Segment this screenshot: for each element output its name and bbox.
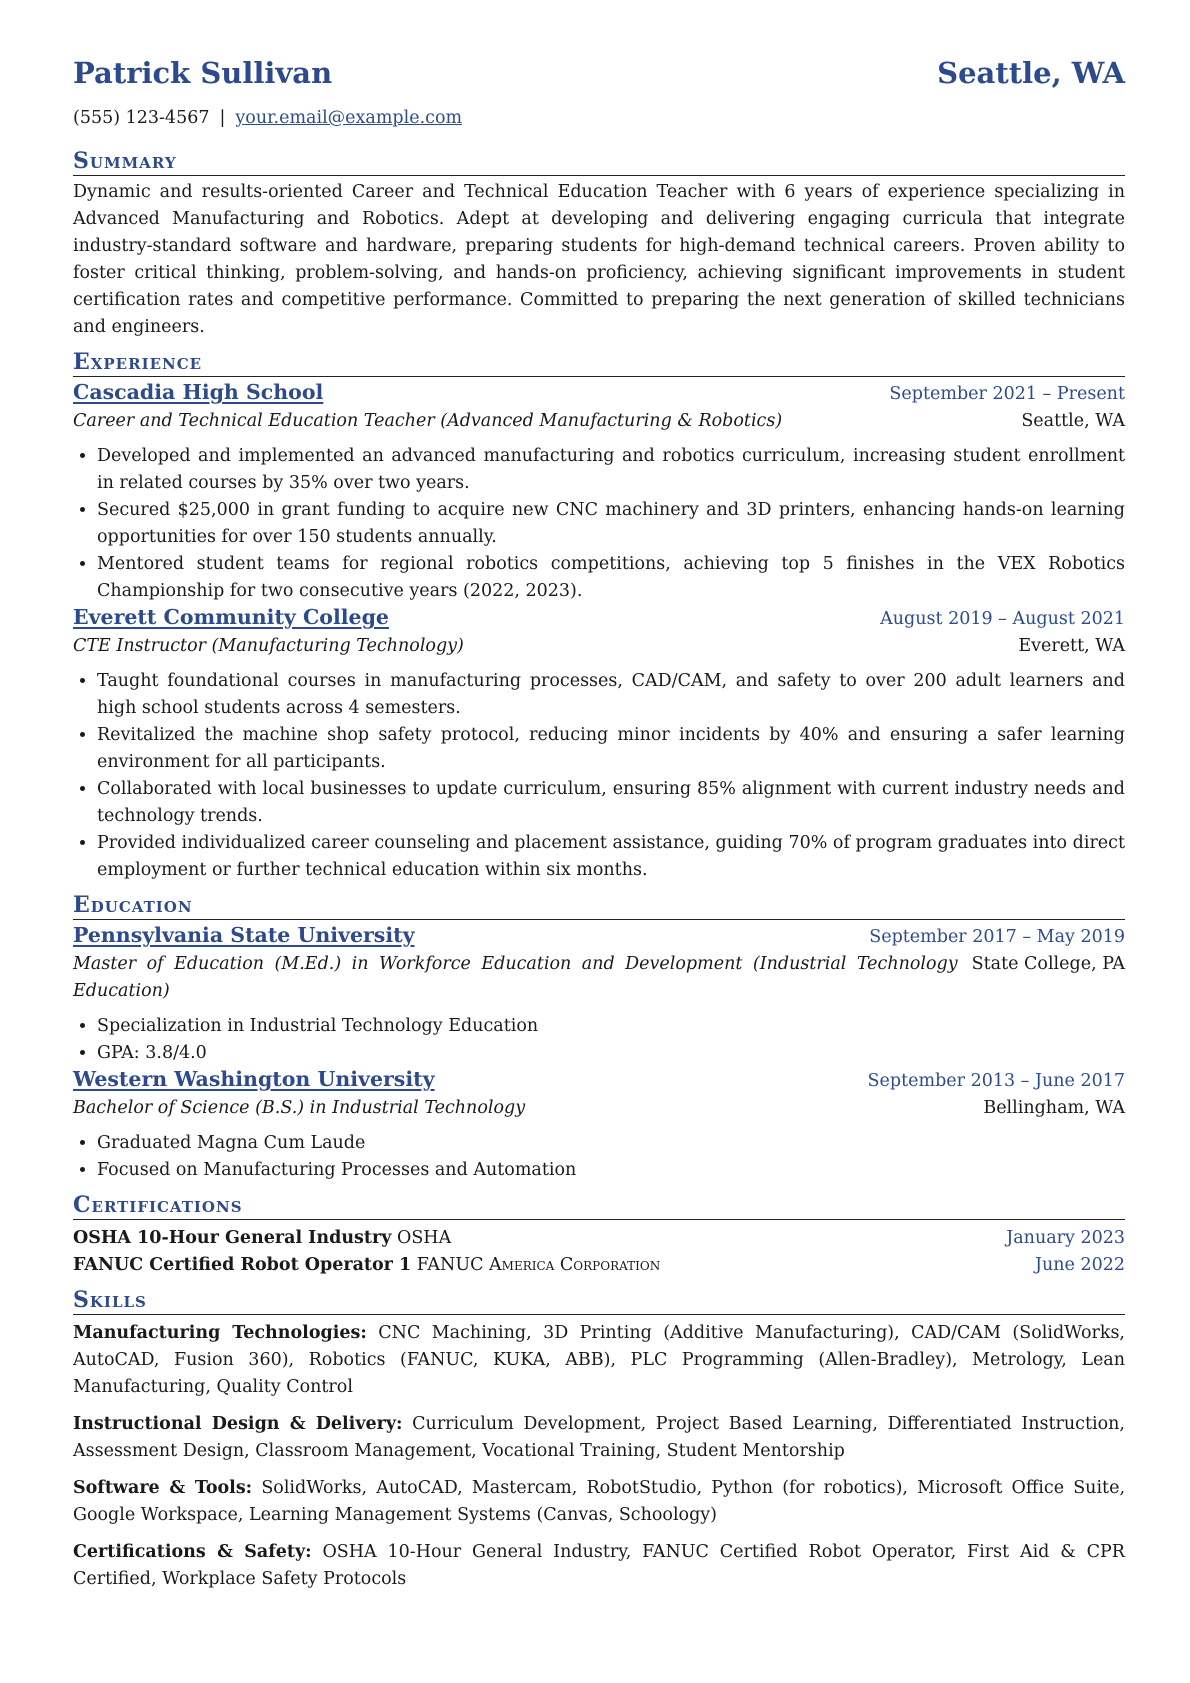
certification-row bbox=[73, 1225, 1125, 1252]
bullet-list bbox=[73, 1013, 1125, 1067]
section-title-education: Education bbox=[73, 892, 1125, 920]
employment-dates: September 2021 – Present bbox=[889, 384, 1125, 404]
experience-entry bbox=[73, 380, 1125, 605]
skill-group-text: OSHA 10-Hour General Industry, FANUC Certified Robot Operator, First Aid & CPR Certified, Workplace Safety Protocols bbox=[73, 1542, 1125, 1589]
section-title-summary: Summary bbox=[73, 148, 1125, 176]
list-item: • Taught foundational courses in manufacturing processes, CAD/CAM, and safety to over 200 adult learners and high school students across 4 semesters. bbox=[97, 668, 1125, 722]
certification-name: FANUC Certified Robot Operator 1 bbox=[73, 1255, 412, 1275]
skill-group bbox=[73, 1475, 1125, 1529]
skill-group-text: SolidWorks, AutoCAD, Mastercam, RobotStudio, Python (for robotics), Microsoft Office Suite, Google Workspace, Learning Management Systems (Canvas, Schoology) bbox=[73, 1478, 1126, 1525]
experience-entry bbox=[73, 605, 1125, 884]
bullet-list bbox=[73, 668, 1125, 884]
header bbox=[73, 56, 1125, 108]
list-item: • Specialization in Industrial Technology Education bbox=[97, 1013, 1125, 1040]
list-item: • Provided individualized career counseling and placement assistance, guiding 70% of program graduates into direct employment or further technical education within six months. bbox=[97, 830, 1125, 884]
study-dates: September 2013 – June 2017 bbox=[867, 1071, 1125, 1091]
contact-line bbox=[73, 108, 1125, 140]
skill-group-label: Software & Tools: bbox=[73, 1478, 253, 1498]
employment-dates: August 2019 – August 2021 bbox=[880, 609, 1125, 629]
school-location: Bellingham, WA bbox=[983, 1098, 1125, 1118]
education-entry bbox=[73, 923, 1125, 1067]
degree: Bachelor of Science (B.S.) in Industrial Technology bbox=[73, 1098, 526, 1118]
skill-group bbox=[73, 1320, 1125, 1401]
job-location: Seattle, WA bbox=[1021, 411, 1125, 431]
certification-row bbox=[73, 1252, 1125, 1279]
list-item: • Secured $25,000 in grant funding to acquire new CNC machinery and 3D printers, enhancing hands-on learning opportunities for over 150 students annually. bbox=[97, 497, 1125, 551]
certifications-list bbox=[73, 1225, 1125, 1279]
skill-group bbox=[73, 1539, 1125, 1593]
school-link[interactable]: Pennsylvania State University bbox=[73, 923, 415, 947]
section-title-skills: Skills bbox=[73, 1287, 1125, 1315]
certification-issuer: OSHA bbox=[396, 1228, 452, 1248]
study-dates: September 2017 – May 2019 bbox=[869, 927, 1125, 947]
bullet-list bbox=[73, 1130, 1125, 1184]
certification-name: OSHA 10-Hour General Industry bbox=[73, 1228, 392, 1248]
skill-group-text: CNC Machining, 3D Printing (Additive Manufacturing), CAD/CAM (SolidWorks, AutoCAD, Fusion 360), Robotics (FANUC, KUKA, ABB), PLC Programming (Allen-Bradley), Metrology, Lean Manufacturing, Quality Control bbox=[73, 1323, 1125, 1397]
degree: Master of Education (M.Ed.) in Workforce Education and Development (Industrial Technology Education) bbox=[73, 954, 958, 1001]
school-location: State College, PA bbox=[971, 954, 1125, 974]
certification-issuer: FANUC America Corporation bbox=[416, 1255, 661, 1275]
skill-group-text: Curriculum Development, Project Based Learning, Differentiated Instruction, Assessment Design, Classroom Management, Vocational Training, Student Mentorship bbox=[73, 1414, 1125, 1461]
email-link[interactable]: your.email@example.com bbox=[235, 108, 463, 128]
job-location: Everett, WA bbox=[1018, 636, 1125, 656]
list-item: • Mentored student teams for regional robotics competitions, achieving top 5 finishes in the VEX Robotics Championship for two consecutive years (2022, 2023). bbox=[97, 551, 1125, 605]
list-item: • GPA: 3.8/4.0 bbox=[97, 1040, 1125, 1067]
bullet-list bbox=[73, 443, 1125, 605]
section-title-experience: Experience bbox=[73, 349, 1125, 377]
list-item: • Collaborated with local businesses to update curriculum, ensuring 85% alignment with current industry needs and technology trends. bbox=[97, 776, 1125, 830]
job-title: Career and Technical Education Teacher (Advanced Manufacturing & Robotics) bbox=[73, 411, 783, 431]
resume-page bbox=[73, 56, 1125, 1593]
summary-text: Dynamic and results-oriented Career and Technical Education Teacher with 6 years of experience specializing in Advanced Manufacturing and Robotics. Adept at developing and delivering engaging curricula that integrate industry-standard software and hardware, preparing students for high-demand technical careers. Proven ability to foster critical thinking, problem-solving, and hands-on proficiency, achieving significant improvements in student certification rates and competitive performance. Committed to preparing the next generation of skilled technicians and engineers. bbox=[73, 182, 1125, 337]
school-link[interactable]: Western Washington University bbox=[73, 1067, 435, 1091]
section-title-certifications: Certifications bbox=[73, 1192, 1125, 1220]
skill-group-label: Certifications & Safety: bbox=[73, 1542, 312, 1562]
list-item: • Revitalized the machine shop safety protocol, reducing minor incidents by 40% and ensuring a safer learning environment for all participants. bbox=[97, 722, 1125, 776]
list-item: • Focused on Manufacturing Processes and Automation bbox=[97, 1157, 1125, 1184]
list-item: • Developed and implemented an advanced manufacturing and robotics curriculum, increasing student enrollment in related courses by 35% over two years. bbox=[97, 443, 1125, 497]
job-title: CTE Instructor (Manufacturing Technology) bbox=[73, 636, 464, 656]
certification-date: June 2022 bbox=[1034, 1255, 1125, 1275]
skill-group-label: Manufacturing Technologies: bbox=[73, 1323, 367, 1343]
employer-link[interactable]: Everett Community College bbox=[73, 605, 389, 629]
phone-number: (555) 123-4567 bbox=[73, 108, 210, 128]
candidate-name: Patrick Sullivan bbox=[73, 56, 333, 90]
skill-group bbox=[73, 1411, 1125, 1465]
employer-link[interactable]: Cascadia High School bbox=[73, 380, 324, 404]
list-item: • Graduated Magna Cum Laude bbox=[97, 1130, 1125, 1157]
contact-separator: | bbox=[219, 108, 226, 128]
candidate-location: Seattle, WA bbox=[937, 56, 1125, 90]
skill-group-label: Instructional Design & Delivery: bbox=[73, 1414, 403, 1434]
certification-date: January 2023 bbox=[1006, 1228, 1125, 1248]
education-entry bbox=[73, 1067, 1125, 1184]
